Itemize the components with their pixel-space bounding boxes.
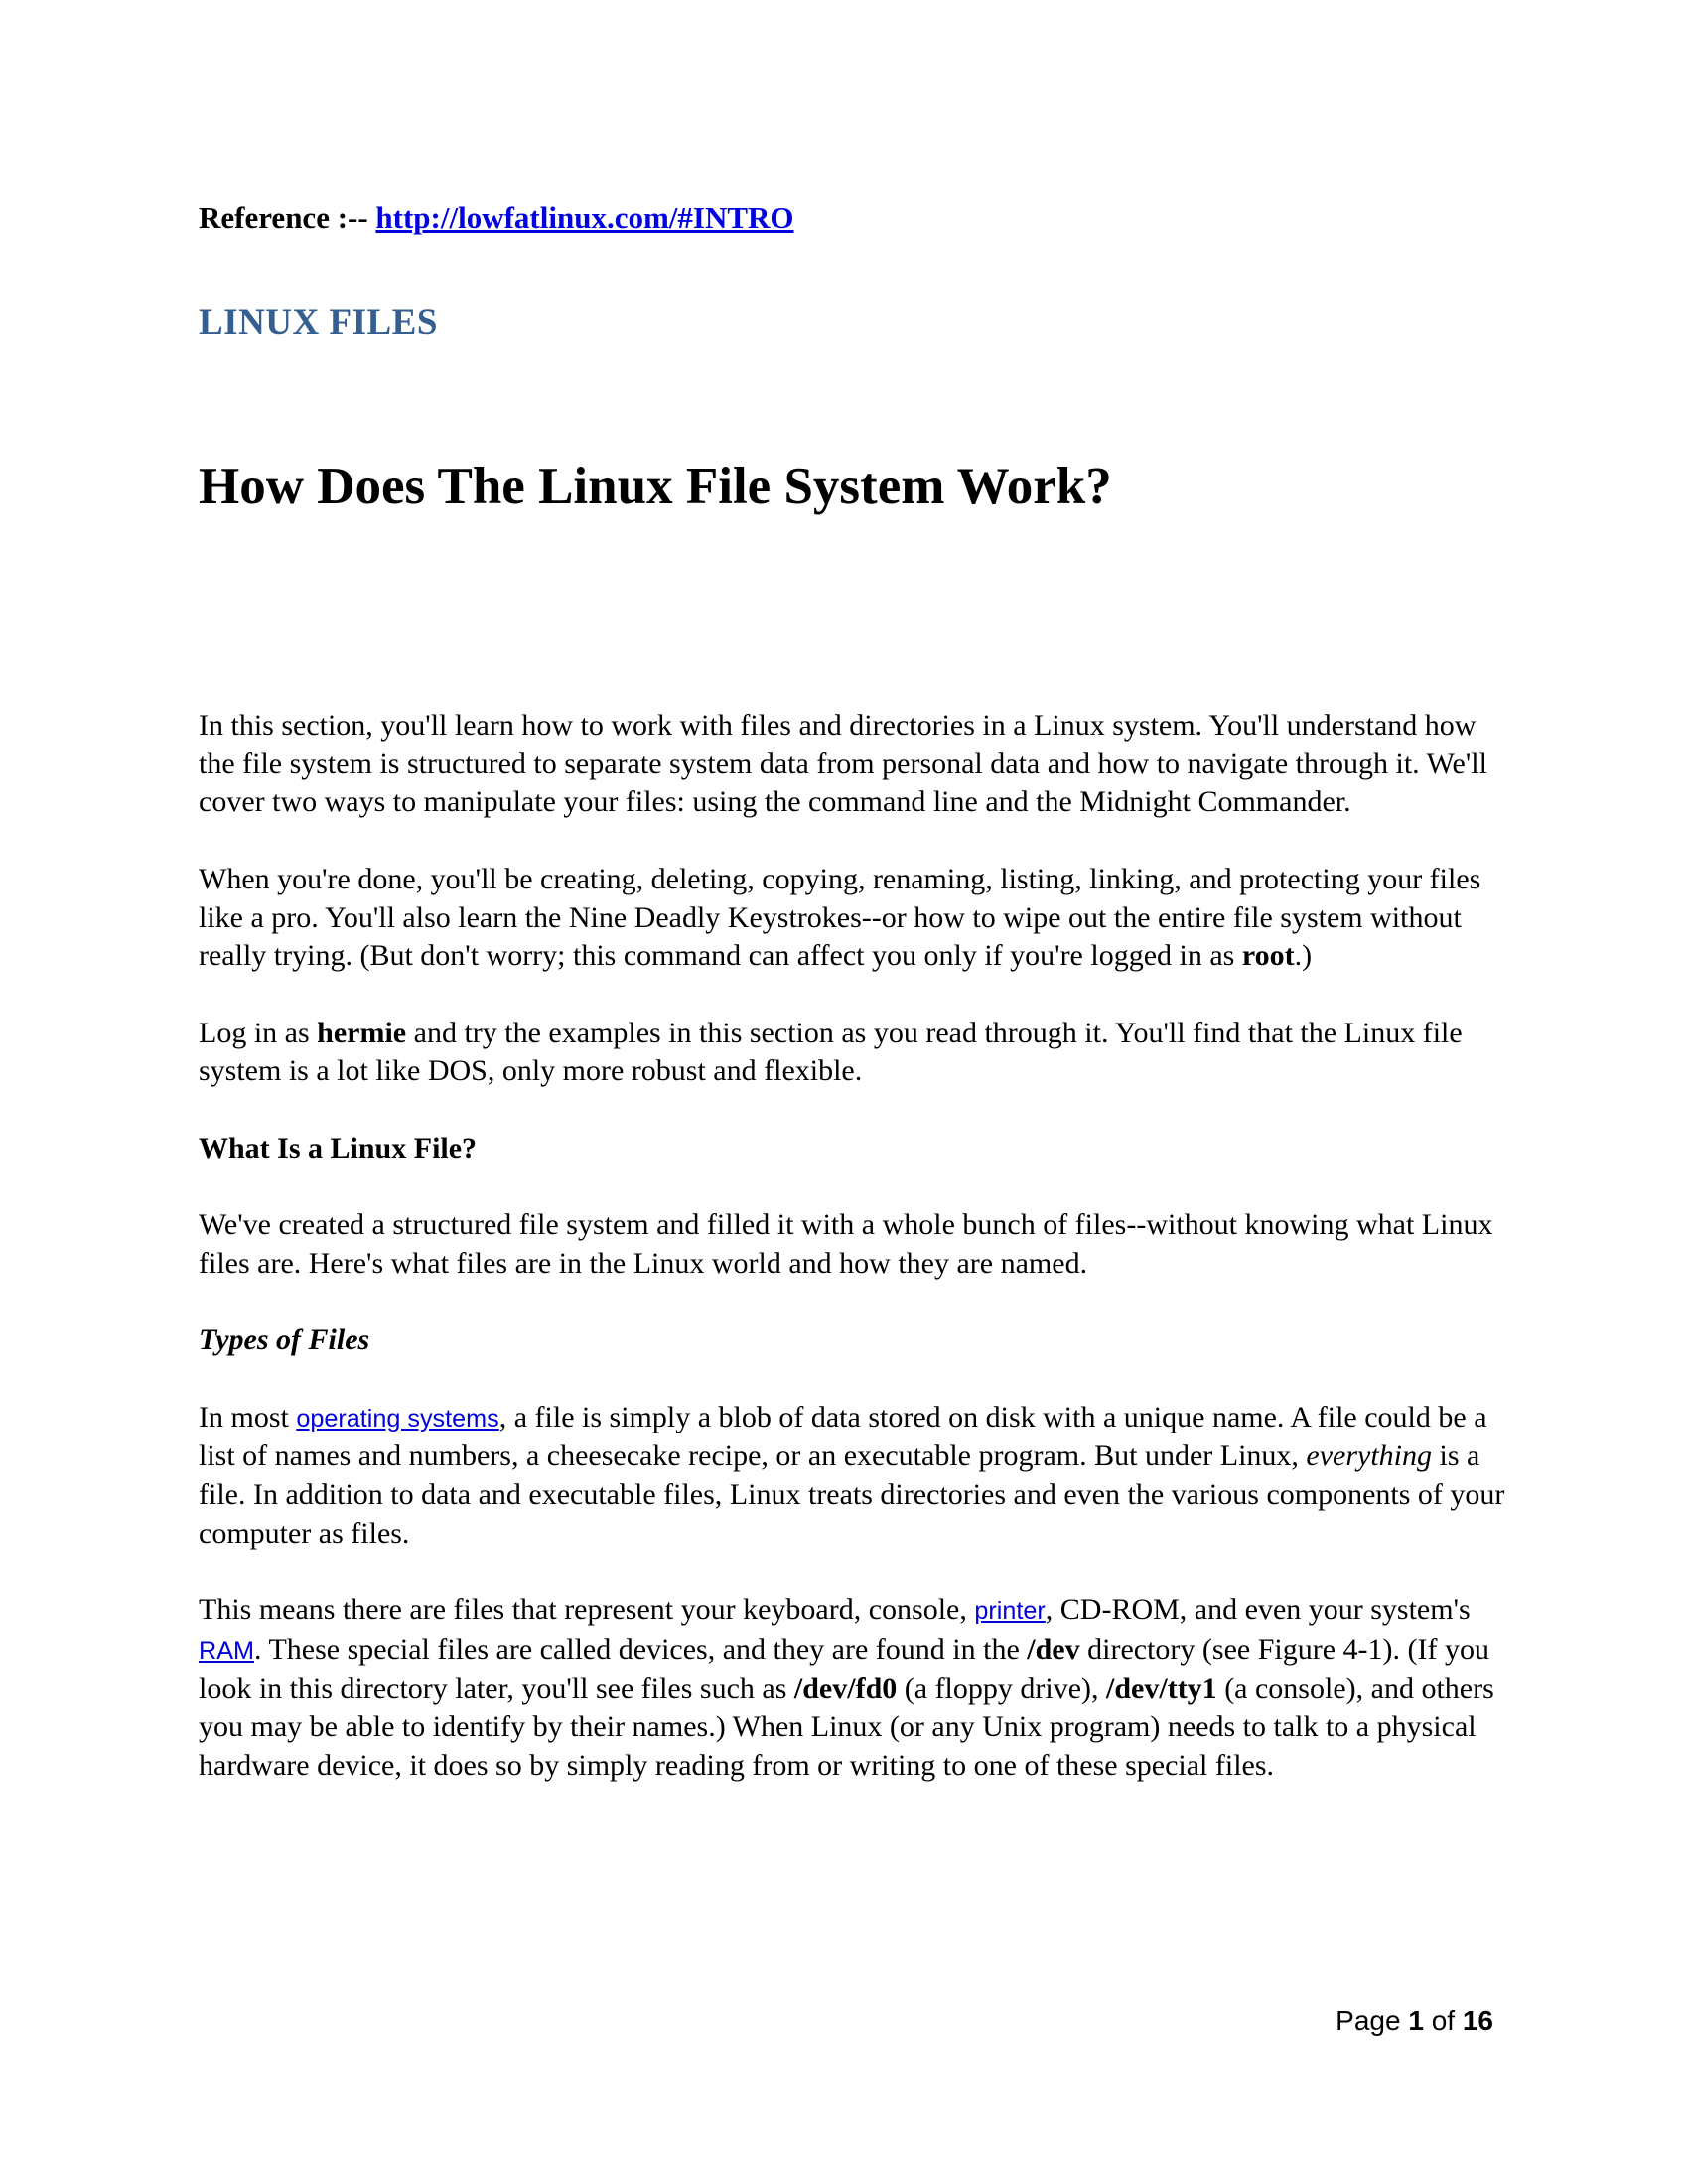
text-run: In most — [199, 1400, 297, 1433]
ram-link[interactable]: RAM — [199, 1636, 254, 1665]
text-run: We've created a structured file system and filled it with a whole bunch of files--without knowing what Linux files are. Here's what files are in the Linux world and how they are named. — [199, 1208, 1493, 1280]
page-footer — [1336, 2005, 1493, 2037]
section-heading: LINUX FILES — [199, 302, 438, 342]
text-run: .) — [1294, 939, 1313, 973]
intro-paragraph — [199, 707, 1519, 822]
types-of-files-heading — [199, 1321, 1519, 1360]
text-run: (a floppy drive), — [897, 1672, 1107, 1706]
text-run: , a file is simply a blob of data stored on disk with a unique name. A file could be a list of names and numbers, a cheesecake recipe, or an executable program. But under Linux, — [199, 1400, 1487, 1473]
text-run: root — [1241, 939, 1295, 973]
text-run: /dev — [1027, 1632, 1080, 1666]
text-run: hermie — [317, 1016, 407, 1049]
text-run: . These special files are called devices, and they are found in the — [253, 1632, 1028, 1666]
reference-link[interactable]: http://lowfatlinux.com/#INTRO — [375, 201, 794, 235]
text-run: , CD-ROM, and even your system's — [1045, 1593, 1471, 1627]
footer-of-label: of — [1423, 2005, 1463, 2036]
text-run: directory (see Figure 4-1). (If you look in this directory later, you'll see files such as — [199, 1632, 1489, 1706]
document-body — [199, 707, 1519, 1824]
what-is-a-linux-file-heading — [199, 1130, 1519, 1168]
devices-paragraph — [199, 1591, 1519, 1786]
text-run: everything — [1306, 1439, 1433, 1473]
text-run: This means there are files that represent your keyboard, console, — [199, 1593, 975, 1627]
footer-total-pages: 16 — [1462, 2005, 1493, 2036]
footer-current-page: 1 — [1408, 2005, 1424, 2036]
text-run: Types of Files — [199, 1323, 370, 1357]
page-title: How Does The Linux File System Work? — [199, 458, 1112, 515]
keystrokes-paragraph — [199, 861, 1519, 976]
text-run: is a file. In addition to data and executable files, Linux treats directories and even the various components of your computer as files. — [199, 1439, 1505, 1550]
printer-link[interactable]: printer — [974, 1597, 1046, 1626]
operating-systems-paragraph — [199, 1399, 1519, 1554]
reference-label: Reference :-- — [199, 201, 376, 235]
text-run: (a console), and others you may be able to identify by their names.) When Linux (or any Unix program) needs to talk to a physical hardware device, it does so by simply reading from or writing to one of these special files. — [199, 1672, 1494, 1782]
text-run: In this section, you'll learn how to work with files and directories in a Linux system. You'll understand how the file system is structured to separate system data from personal data and how to navigate through it. We'll cover two ways to manipulate your files: using the command line and the Midnight Commander. — [199, 709, 1487, 819]
footer-page-label: Page — [1336, 2005, 1409, 2036]
reference-line — [199, 201, 794, 236]
text-run: Log in as — [199, 1016, 318, 1049]
text-run: and try the examples in this section as you read through it. You'll find that the Linux file system is a lot like DOS, only more robust and flexible. — [199, 1016, 1463, 1088]
text-run: What Is a Linux File? — [199, 1131, 478, 1164]
operating-systems-link[interactable]: operating systems — [296, 1404, 499, 1433]
text-run: /dev/tty1 — [1106, 1672, 1217, 1706]
text-run: /dev/fd0 — [793, 1672, 898, 1706]
structured-file-system-paragraph — [199, 1206, 1519, 1283]
hermie-paragraph — [199, 1015, 1519, 1091]
text-run: When you're done, you'll be creating, deleting, copying, renaming, listing, linking, and protecting your files like a pro. You'll also learn the Nine Deadly Keystrokes--or how to wipe out the entire file system without really trying. (But don't worry; this command can affect you only if you're logged in as — [199, 862, 1481, 973]
